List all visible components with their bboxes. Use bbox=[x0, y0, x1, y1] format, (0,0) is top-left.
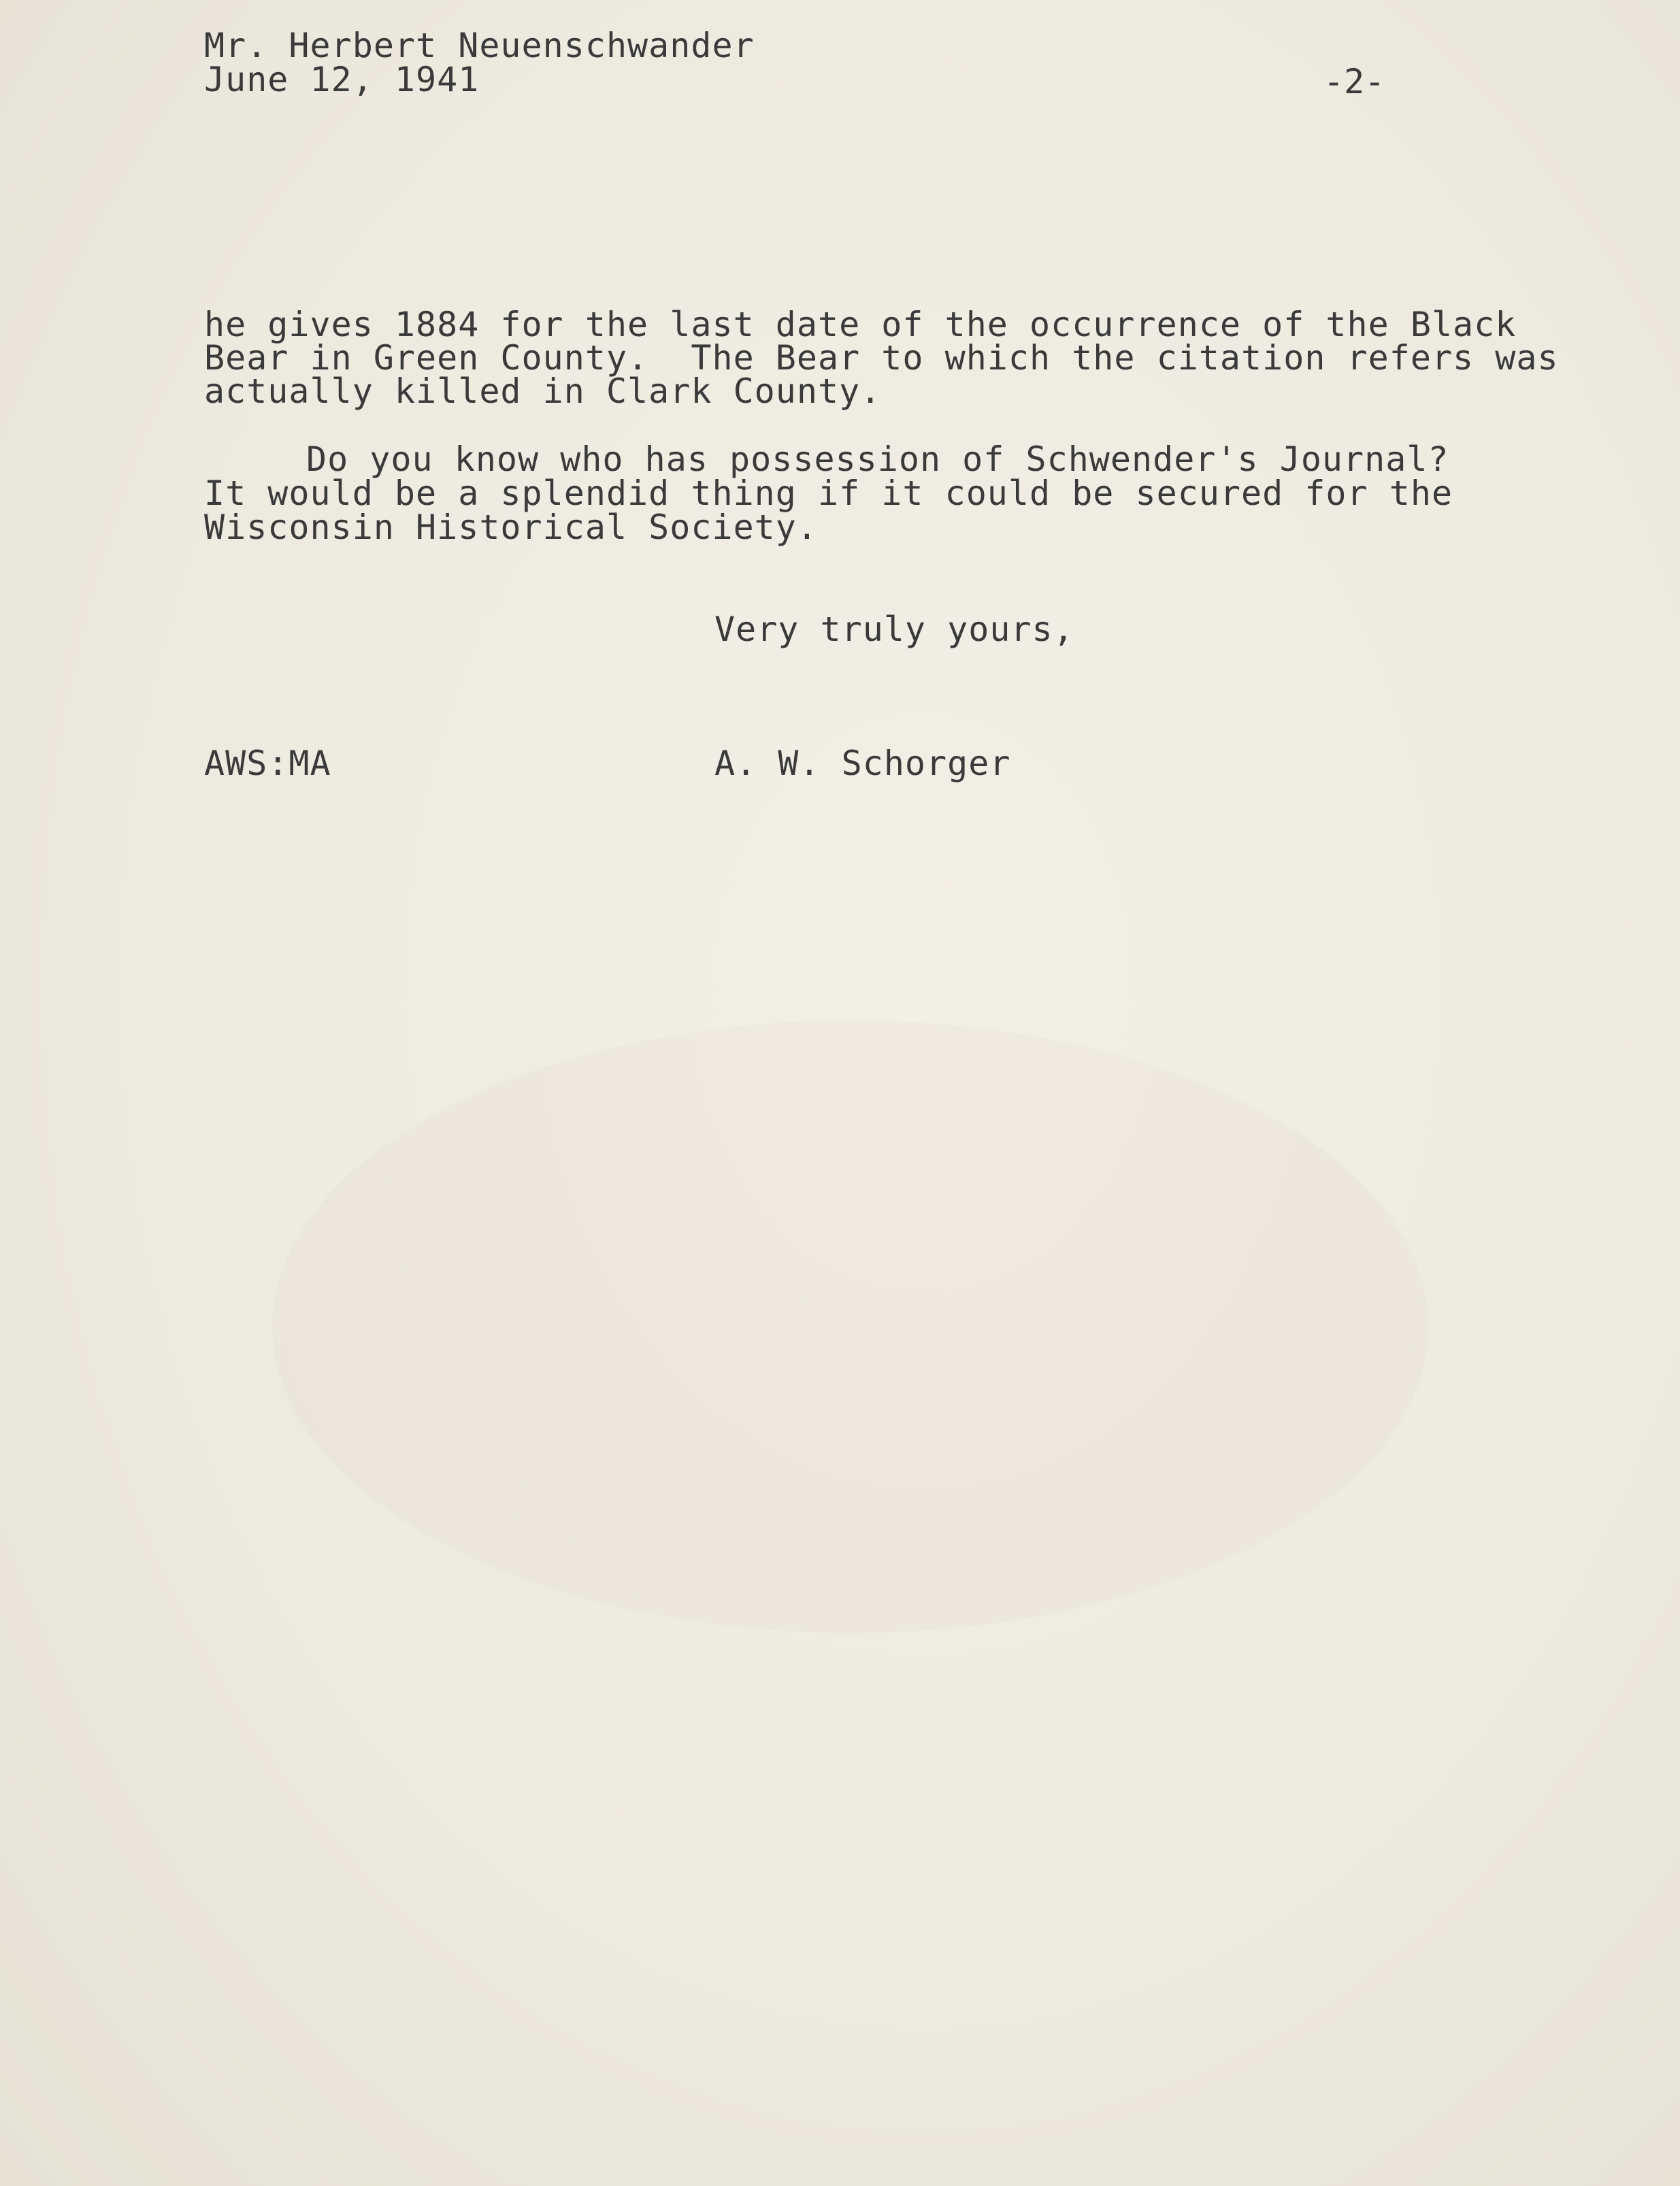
paragraph-1-line-3: actually killed in Clark County. bbox=[204, 371, 882, 411]
paragraph-2-line-3: Wisconsin Historical Society. bbox=[204, 508, 818, 547]
page-number: -2- bbox=[1323, 62, 1385, 101]
recipient-name: Mr. Herbert Neuenschwander bbox=[204, 26, 755, 65]
paper-watermark-shading bbox=[272, 1021, 1429, 1633]
closing: Very truly yours, bbox=[714, 610, 1074, 649]
typist-initials: AWS:MA bbox=[204, 744, 331, 783]
paragraph-2-line-2: It would be a splendid thing if it could be secured for the bbox=[204, 474, 1453, 513]
paragraph-1-line-1: he gives 1884 for the last date of the occurrence of the Black bbox=[204, 305, 1517, 344]
paragraph-1-line-2: Bear in Green County. The Bear to which the citation refers was bbox=[204, 338, 1559, 378]
signature-name: A. W. Schorger bbox=[714, 744, 1011, 783]
paragraph-2-line-1: Do you know who has possession of Schwender's Journal? bbox=[306, 440, 1449, 479]
letter-date: June 12, 1941 bbox=[204, 60, 480, 99]
